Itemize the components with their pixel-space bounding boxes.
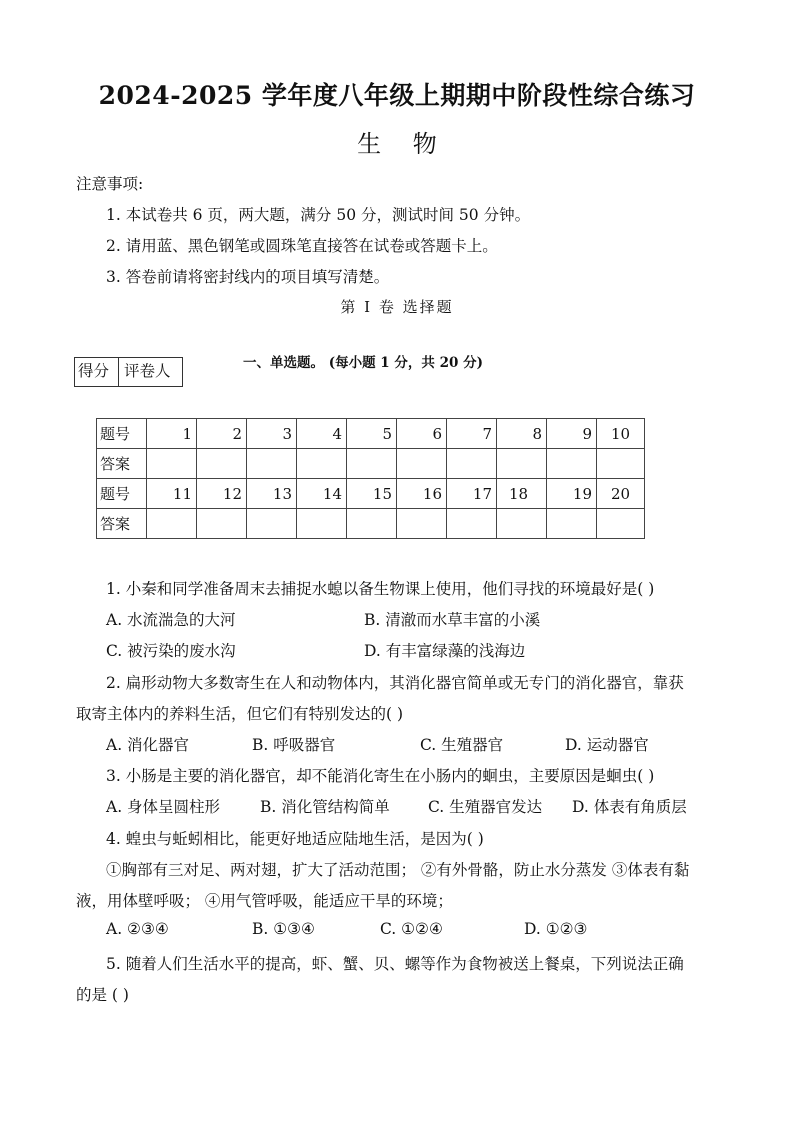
row-label-number: 题号 [97,419,147,449]
question-number: 2 [197,419,247,449]
question-number: 11 [147,479,197,509]
q1-option-d: D. 有丰富绿藻的浅海边 [364,642,526,660]
q4-statements-line1: ①胸部有三对足、两对翅，扩大了活动范围； ②有外骨骼，防止水分蒸发 ③体表有黏 [106,861,690,879]
question-number: 5 [347,419,397,449]
exam-title: 2024-2025 学年度八年级上期期中阶段性综合练习 [98,81,696,110]
notice-item-1: 1. 本试卷共 6 页，两大题，满分 50 分，测试时间 50 分钟。 [106,206,531,224]
answer-cell[interactable] [197,449,247,479]
row-label-number: 题号 [97,479,147,509]
table-row [97,509,645,539]
q4-option-a: A. ②③④ [106,920,169,938]
table-row [97,419,645,449]
answer-cell[interactable] [147,449,197,479]
q3-option-c: C. 生殖器官发达 [428,798,543,816]
q4-option-d: D. ①②③ [524,920,588,938]
q3-option-d: D. 体表有角质层 [572,798,687,816]
q3-option-b: B. 消化管结构简单 [260,798,390,816]
question-number: 17 [447,479,497,509]
grader-label: 评卷人 [124,362,171,380]
subject-title: 生 物 [357,130,449,158]
answer-cell[interactable] [397,509,447,539]
question-number: 7 [447,419,497,449]
question-number: 12 [197,479,247,509]
table-row [97,479,645,509]
question-number: 20 [597,479,645,509]
row-label-answer: 答案 [97,449,147,479]
q4-option-b: B. ①③④ [252,920,315,938]
question-number: 16 [397,479,447,509]
answer-table [96,418,645,539]
q3-stem: 3. 小肠是主要的消化器官，却不能消化寄生在小肠内的蛔虫，主要原因是蛔虫( ) [106,767,655,785]
notice-heading: 注意事项: [76,175,144,193]
answer-cell[interactable] [447,449,497,479]
q3-option-a: A. 身体呈圆柱形 [106,798,221,816]
answer-cell[interactable] [297,449,347,479]
notice-item-2: 2. 请用蓝、黑色钢笔或圆珠笔直接答在试卷或答题卡上。 [106,237,498,255]
q2-stem-line2: 取寄主体内的养料生活，但它们有特别发达的( ) [76,705,404,723]
question-number: 18 [497,479,547,509]
score-label: 得分 [75,358,119,386]
question-number: 19 [547,479,597,509]
question-number: 8 [497,419,547,449]
question-number: 1 [147,419,197,449]
q1-option-b: B. 清澈而水草丰富的小溪 [364,611,541,629]
notice-item-3: 3. 答卷前请将密封线内的项目填写清楚。 [106,268,390,286]
q4-option-c: C. ①②④ [380,920,443,938]
question-number: 15 [347,479,397,509]
answer-cell[interactable] [297,509,347,539]
question-number: 6 [397,419,447,449]
question-number: 9 [547,419,597,449]
table-row [97,449,645,479]
question-number: 13 [247,479,297,509]
answer-cell[interactable] [347,509,397,539]
q2-stem-line1: 2. 扁形动物大多数寄生在人和动物体内，其消化器官简单或无专门的消化器官，靠获 [106,674,684,692]
q4-stem: 4. 蝗虫与蚯蚓相比，能更好地适应陆地生活，是因为( ) [106,830,484,848]
q1-option-a: A. 水流湍急的大河 [106,611,236,629]
q1-stem: 1. 小秦和同学准备周末去捕捉水螅以备生物课上使用，他们寻找的环境最好是( ) [106,580,655,598]
answer-cell[interactable] [497,449,547,479]
question-number: 10 [597,419,645,449]
q2-option-b: B. 呼吸器官 [252,736,336,754]
answer-cell[interactable] [547,509,597,539]
answer-cell[interactable] [597,509,645,539]
answer-cell[interactable] [447,509,497,539]
answer-cell[interactable] [597,449,645,479]
q4-statements-line2: 液，用体壁呼吸； ④用气管呼吸，能适应干旱的环境； [76,892,453,910]
q2-option-a: A. 消化器官 [106,736,190,754]
answer-cell[interactable] [247,509,297,539]
answer-cell[interactable] [547,449,597,479]
q2-option-c: C. 生殖器官 [420,736,504,754]
q5-stem-line2: 的是 ( ) [76,986,129,1004]
row-label-answer: 答案 [97,509,147,539]
answer-cell[interactable] [397,449,447,479]
q2-option-d: D. 运动器官 [565,736,649,754]
q1-option-c: C. 被污染的废水沟 [106,642,236,660]
question-number: 4 [297,419,347,449]
question-number: 14 [297,479,347,509]
answer-cell[interactable] [497,509,547,539]
q5-stem-line1: 5. 随着人们生活水平的提高，虾、蟹、贝、螺等作为食物被送上餐桌，下列说法正确 [106,955,684,973]
question-number: 3 [247,419,297,449]
section-title: 第 Ⅰ 卷 选择题 [340,298,454,316]
answer-cell[interactable] [347,449,397,479]
answer-cell[interactable] [247,449,297,479]
part-one-heading: 一、单选题。 (每小题 1 分，共 20 分) [243,355,483,371]
answer-cell[interactable] [147,509,197,539]
score-box [74,357,183,387]
answer-cell[interactable] [197,509,247,539]
